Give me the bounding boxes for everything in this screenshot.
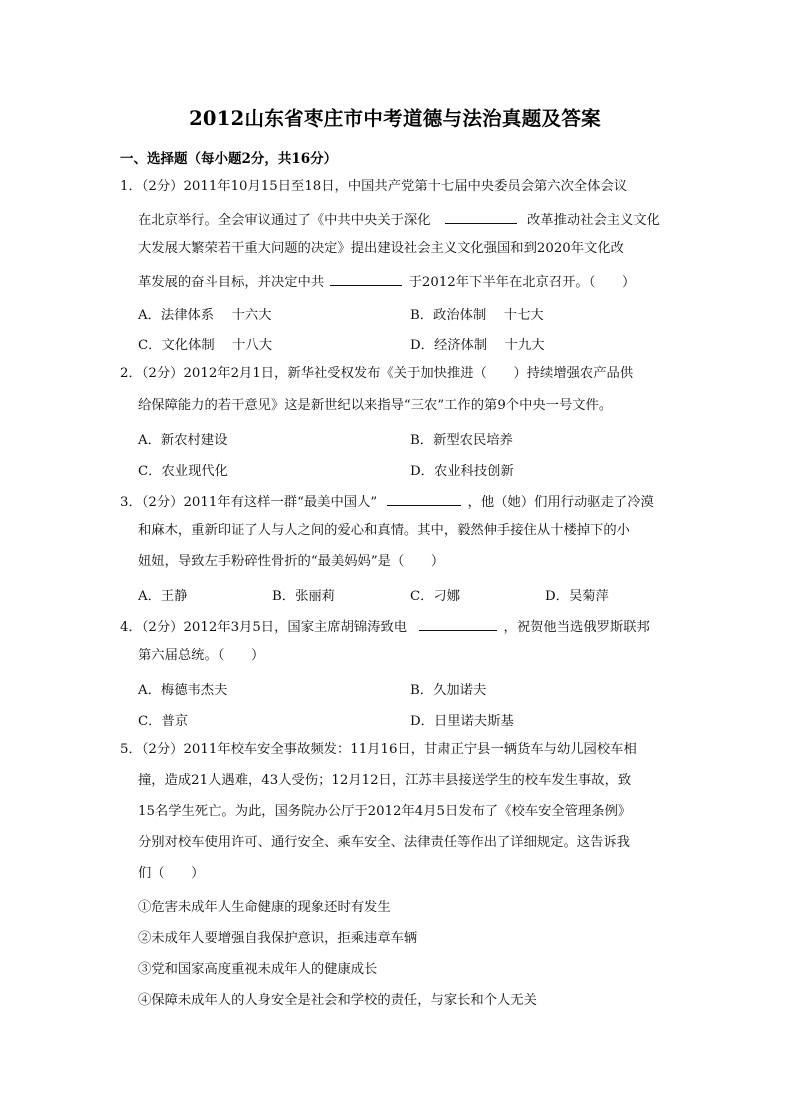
q5-statement-2: ②未成年人要增强自我保护意识，拒乘违章车辆: [138, 931, 418, 946]
q1-blank-2: [330, 271, 402, 286]
q1-line-2: [138, 209, 660, 230]
q5-line-1: 5．（2分）2011年校车安全事故频发：11月16日，甘肃正宁县一辆货车与幼儿园校车相: [120, 742, 637, 757]
q3-blank: [387, 491, 461, 506]
q5-line-4: 分别对校车使用许可、通行安全、乘车安全、法律责任等作出了详细规定。这告诉我: [138, 835, 630, 850]
q1-blank-1: [445, 209, 517, 224]
q3-option-a: A．王静: [138, 589, 188, 604]
q3-line-3: 妞妞，导致左手粉碎性骨折的“最美妈妈”是（ ）: [138, 554, 445, 569]
q2-line-2: 给保障能力的若干意见》这是新世纪以来指导“三农”工作的第9个中央一号文件。: [138, 398, 613, 413]
q1-line-2-text-b: 改革推动社会主义文化: [527, 213, 660, 228]
q2-line-1: 2．（2分）2012年2月1日，新华社受权发布《关于加快推进（ ）持续增强农产品供: [120, 366, 634, 381]
q5-line-5: 们（ ）: [138, 866, 205, 881]
q3-option-c: C．刁娜: [410, 589, 461, 604]
q3-line-1-text: 3．（2分）2011年有这样一群“最美中国人”: [120, 495, 378, 510]
q5-statement-4: ④保障未成年人的人身安全是社会和学校的责任，与家长和个人无关: [138, 993, 537, 1008]
q3-option-d: D．吴菊萍: [545, 589, 609, 604]
q4-option-a: A．梅德韦杰夫: [138, 683, 228, 698]
q3-option-b: B．张丽莉: [272, 589, 335, 604]
q5-statement-1: ①危害未成年人生命健康的现象还时有发生: [138, 900, 391, 915]
q2-option-d: D．农业科技创新: [410, 464, 514, 479]
q1-line-2-text: 在北京举行。全会审议通过了《中共中央关于深化: [138, 213, 431, 228]
q4-line-2: 第六届总统。（ ）: [138, 648, 265, 663]
q3-line-1-text-b: ，他（她）们用行动驱走了冷漠: [467, 495, 654, 510]
q4-line-1-text-b: ，祝贺他当选俄罗斯联邦: [503, 620, 650, 635]
q5-line-2: 撞，造成21人遇难，43人受伤；12月12日，江苏丰县接送学生的校车发生事故，致: [138, 773, 632, 788]
q4-blank: [419, 616, 497, 631]
q5-statement-3: ③党和国家高度重视未成年人的健康成长: [138, 962, 378, 977]
q1-line-4-text: 革发展的奋斗目标，并决定中共: [138, 275, 325, 290]
q2-option-c: C．农业现代化: [138, 464, 228, 479]
q2-option-b: B．新型农民培养: [410, 433, 513, 448]
q1-option-a: A．法律体系 十六大: [138, 308, 272, 323]
section-heading: 一、选择题（每小题2分，共16分）: [120, 151, 338, 167]
page-title: 2012山东省枣庄市中考道德与法治真题及答案: [189, 107, 601, 130]
q3-line-1: [120, 491, 654, 512]
q1-line-1: 1．（2分）2011年10月15日至18日，中国共产党第十七届中央委员会第六次全体会议: [120, 179, 628, 194]
q4-line-1: [120, 616, 650, 637]
q1-line-4: [138, 271, 635, 292]
q4-option-c: C．普京: [138, 714, 189, 729]
q1-option-b: B．政治体制 十七大: [410, 308, 544, 323]
q3-line-2: 和麻木，重新印证了人与人之间的爱心和真情。其中，毅然伸手接住从十楼掉下的小: [138, 523, 630, 538]
q1-option-d: D．经济体制 十九大: [410, 338, 545, 353]
q1-line-4-text-b: 于2012年下半年在北京召开。（ ）: [408, 275, 636, 290]
q1-option-c: C．文化体制 十八大: [138, 338, 273, 353]
q4-option-d: D．日里诺夫斯基: [410, 714, 514, 729]
q1-line-3: 大发展大繁荣若干重大问题的决定》提出建设社会主义文化强国和到2020年文化改: [138, 241, 624, 256]
q5-line-3: 15名学生死亡。为此，国务院办公厅于2012年4月5日发布了《校车安全管理条例》: [138, 804, 632, 819]
q4-line-1-text: 4．（2分）2012年3月5日，国家主席胡锦涛致电: [120, 620, 408, 635]
q2-option-a: A．新农村建设: [138, 433, 228, 448]
q4-option-b: B．久加诺夫: [410, 683, 487, 698]
